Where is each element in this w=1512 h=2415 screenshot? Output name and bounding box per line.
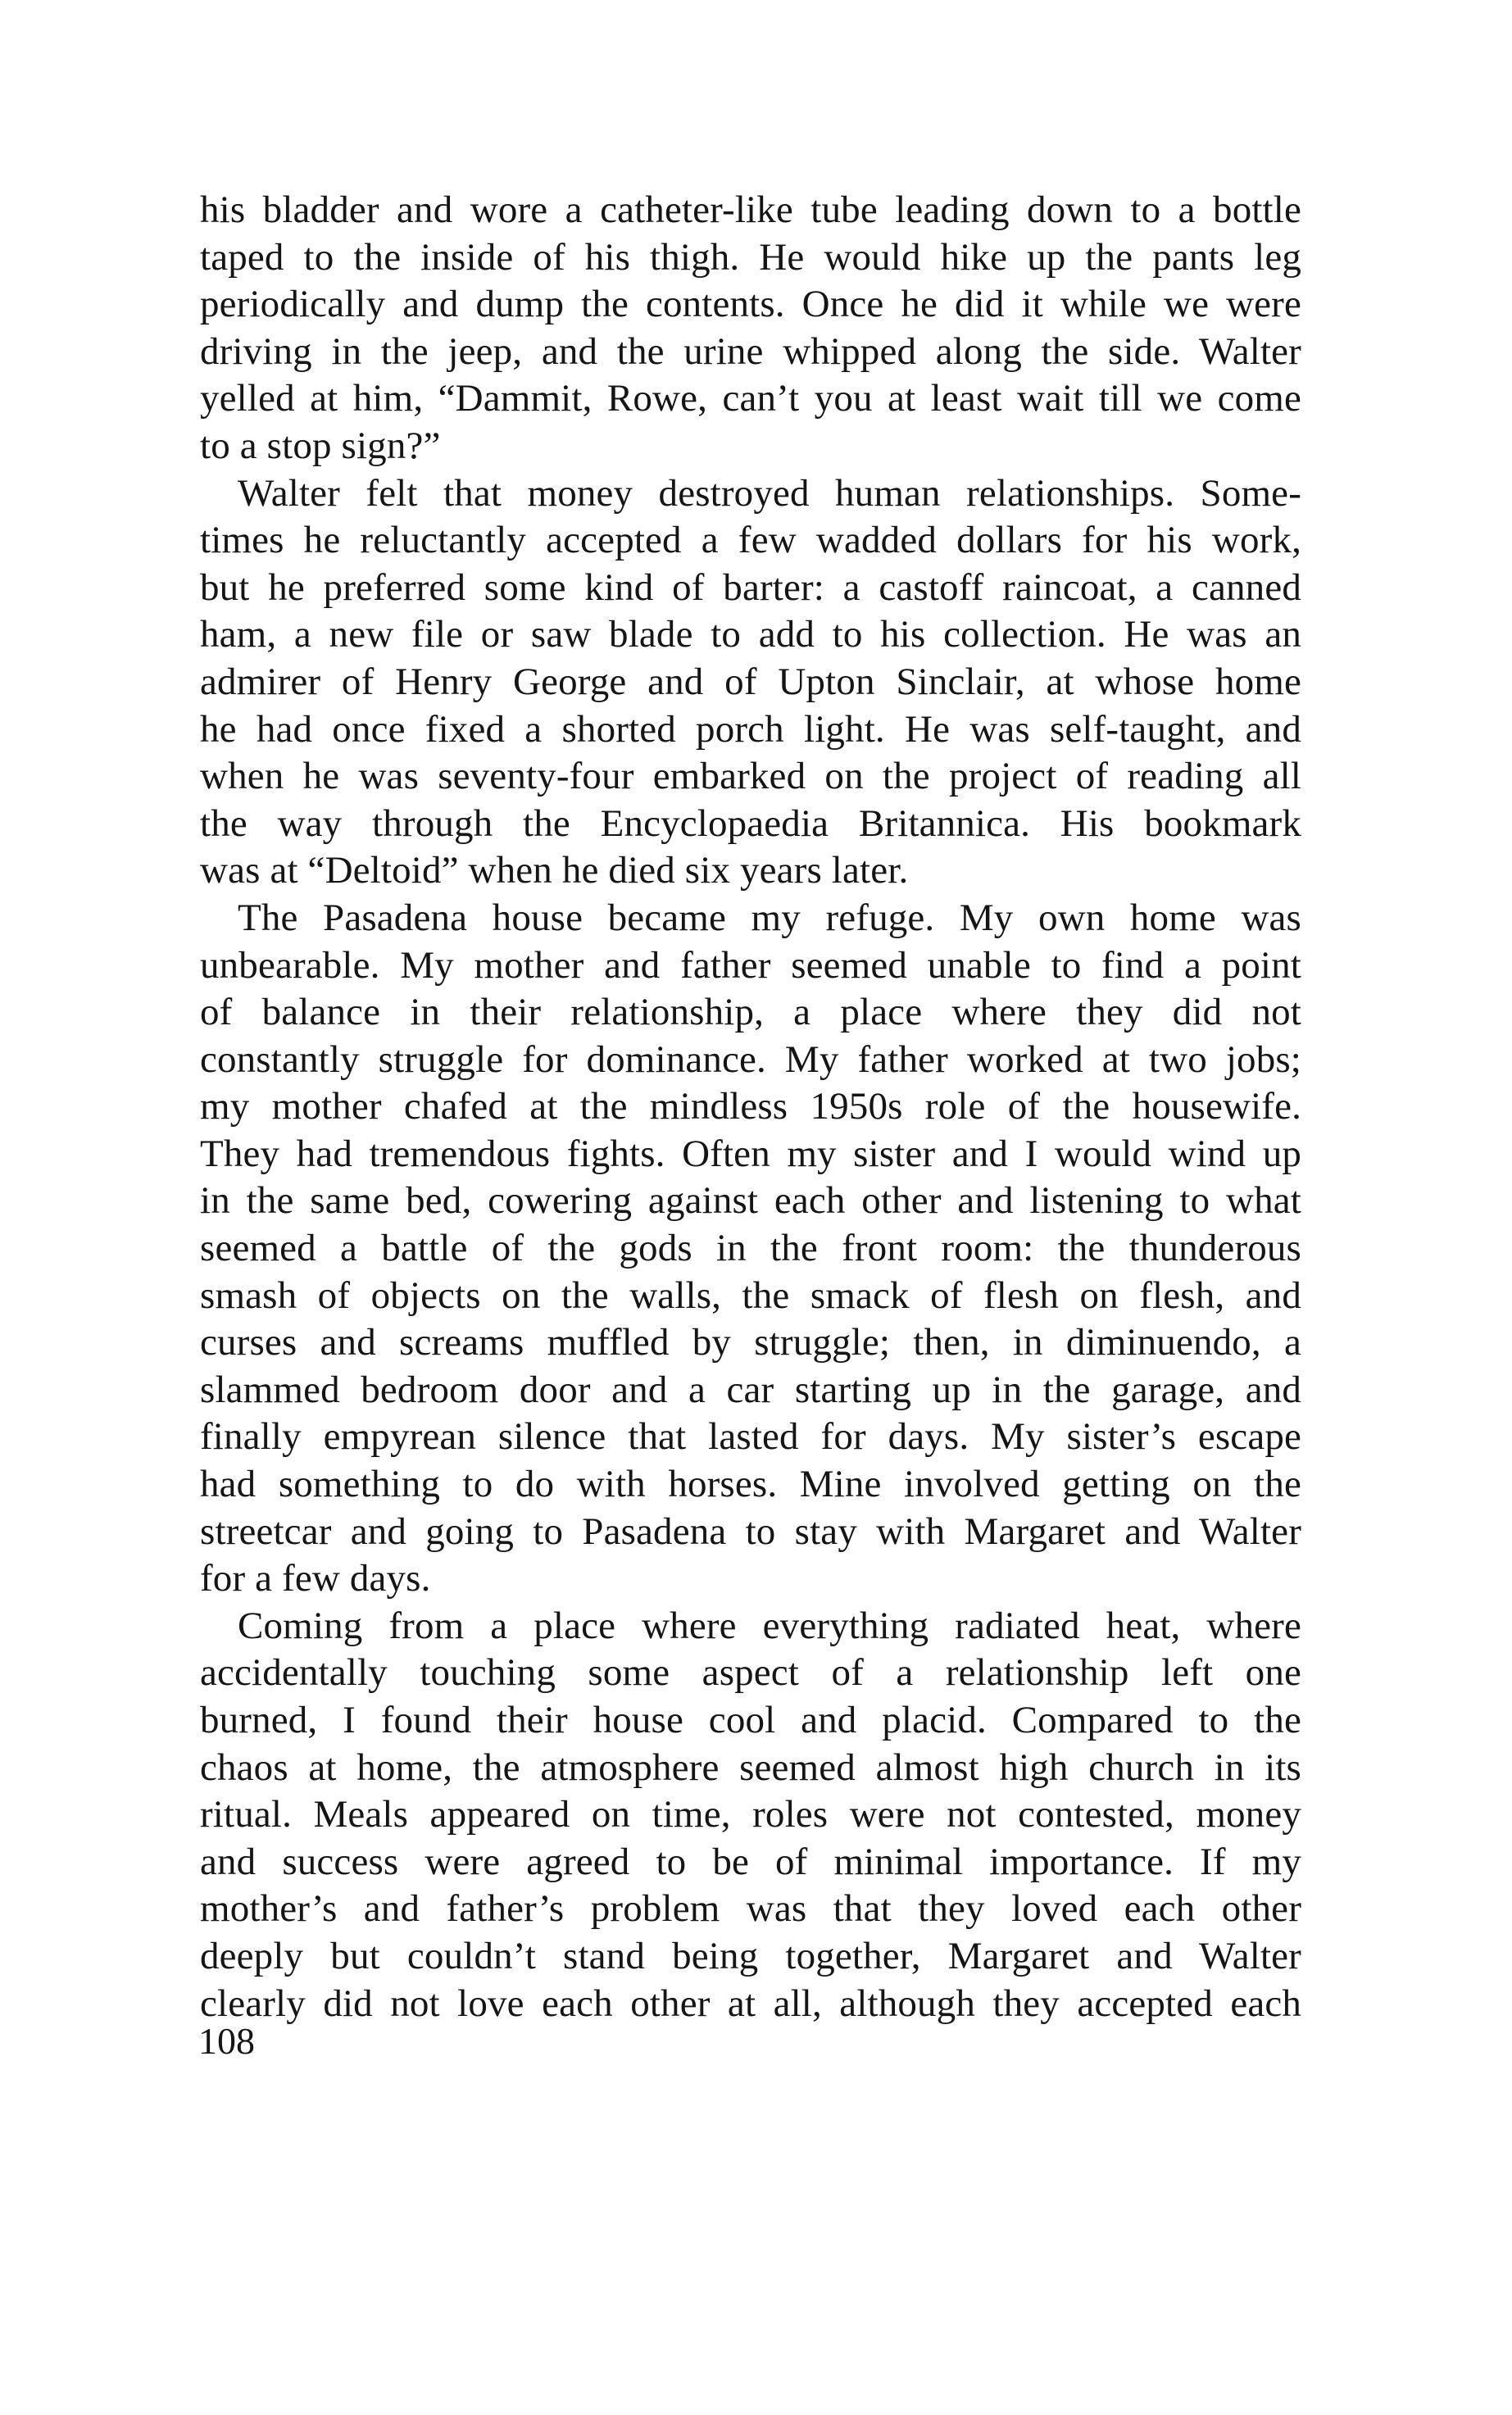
text-line: admirer of Henry George and of Upton Sinclair, at whose home [200, 660, 1301, 703]
text-line: yelled at him, “Dammit, Rowe, can’t you at least wait till we come [200, 377, 1301, 420]
text-line: driving in the jeep, and the urine whipped along the side. Walter [200, 329, 1301, 373]
text-line: chaos at home, the atmosphere seemed almost high church in its [200, 1745, 1301, 1789]
paragraph [200, 1603, 1301, 2027]
paragraph [200, 187, 1301, 470]
text-line: he had once fixed a shorted porch light. He was self-taught, and [200, 707, 1301, 751]
text-line: Walter felt that money destroyed human relationships. Some- [238, 471, 1301, 515]
text-line: They had tremendous fights. Often my sister and I would wind up [200, 1132, 1301, 1175]
text-line: but he preferred some kind of barter: a castoff raincoat, a canned [200, 565, 1301, 609]
text-line: The Pasadena house became my refuge. My own home was [238, 896, 1301, 939]
text-line: had something to do with horses. Mine involved getting on the [200, 1463, 1301, 1506]
text-line: of balance in their relationship, a place where they did not [200, 991, 1301, 1034]
text-line: accidentally touching some aspect of a relationship left one [200, 1651, 1301, 1695]
text-line: unbearable. My mother and father seemed unable to find a point [200, 943, 1301, 987]
text-line: taped to the inside of his thigh. He would hike up the pants leg [200, 235, 1301, 279]
text-line: ritual. Meals appeared on time, roles were not contested, money [200, 1793, 1301, 1836]
text-line: Coming from a place where everything radiated heat, where [238, 1604, 1301, 1647]
page-number: 108 [198, 2020, 255, 2062]
text-line: deeply but couldn’t stand being together, Margaret and Walter [200, 1934, 1301, 1977]
text-line: his bladder and wore a catheter-like tube leading down to a bottle [200, 188, 1301, 231]
text-line: periodically and dump the contents. Once he did it while we were [200, 283, 1301, 326]
text-line: when he was seventy-four embarked on the project of reading all [200, 755, 1301, 798]
text-line: was at “Deltoid” when he died six years later. [200, 849, 909, 892]
paragraph [200, 470, 1301, 895]
text-line: my mother chafed at the mindless 1950s role of the housewife. [200, 1085, 1301, 1128]
paragraph [200, 895, 1301, 1603]
text-line: clearly did not love each other at all, although they accepted each [200, 1981, 1301, 2025]
text-line: times he reluctantly accepted a few wadded dollars for his work, [200, 519, 1301, 562]
text-line: burned, I found their house cool and placid. Compared to the [200, 1699, 1301, 1741]
text-line: constantly struggle for dominance. My father worked at two jobs; [200, 1037, 1301, 1081]
text-line: and success were agreed to be of minimal importance. If my [200, 1840, 1301, 1883]
text-line: smash of objects on the walls, the smack of flesh on flesh, and [200, 1273, 1301, 1317]
body-text [200, 187, 1301, 2027]
text-line: curses and screams muffled by struggle; then, in diminuendo, a [200, 1321, 1301, 1364]
text-line: mother’s and father’s problem was that they loved each other [200, 1887, 1301, 1931]
text-line: finally empyrean silence that lasted for days. My sister’s escape [200, 1415, 1301, 1459]
text-line: streetcar and going to Pasadena to stay with Margaret and Walter [200, 1509, 1301, 1553]
text-line: seemed a battle of the gods in the front room: the thunderous [200, 1227, 1301, 1270]
text-line: in the same bed, cowering against each other and listening to what [200, 1179, 1301, 1223]
text-line: to a stop sign?” [200, 424, 441, 467]
text-line: ham, a new file or saw blade to add to his collection. He was an [200, 613, 1301, 656]
text-line: slammed bedroom door and a car starting up in the garage, and [200, 1368, 1301, 1411]
text-line: the way through the Encyclopaedia Britannica. His bookmark [200, 801, 1301, 845]
text-line: for a few days. [200, 1557, 431, 1600]
